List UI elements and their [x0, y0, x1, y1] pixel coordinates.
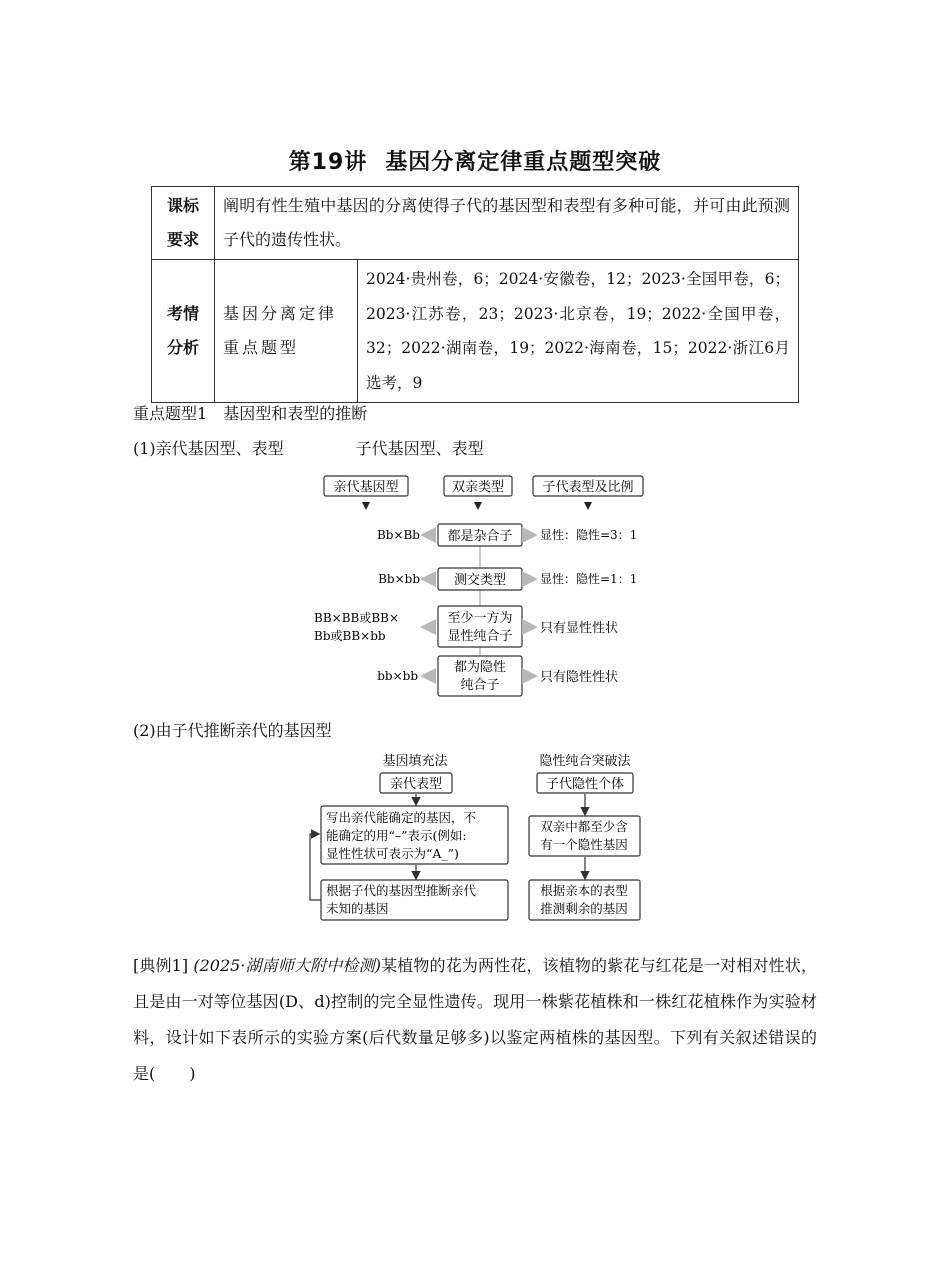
exam-list: 2024·贵州卷，6；2024·安徽卷，12；2023·全国甲卷，6；2023·江苏卷，23；2023·北京卷，19；2022·全国甲卷，32；2022·湖南卷，19；2022·海南卷，15；2022·浙江6月选考，9 — [358, 260, 799, 403]
parent-genotype: BB×BB或BB× — [314, 611, 400, 625]
step-text: 能确定的用“–”表示(例如: — [326, 828, 467, 843]
type-dominant-homo: 显性纯合子 — [447, 629, 513, 644]
subheading-2: (2)由子代推断亲代的基因型 — [133, 721, 332, 740]
parent-genotype: Bb或BB×bb — [314, 629, 386, 643]
step-text: 显性性状可表示为“A_”) — [326, 846, 459, 861]
type-recessive-homo: 都为隐性 — [453, 660, 507, 675]
parent-genotype: bb×bb — [377, 669, 418, 683]
right-header: 子代隐性个体 — [545, 777, 625, 792]
type-testcross: 测交类型 — [453, 573, 507, 588]
down-arrow-icon — [362, 502, 370, 510]
example-label: [典例1] — [133, 956, 189, 975]
example-text: 某植物的花为两性花，该植物的紫花与红花是一对相对性状，且是由一对等位基因(D、d)控制的完全显性遗传。现用一株紫花植株和一株红花植株作为实验材料，设计如下表所示的实验方案(后代数量足够多)以鉴定两植株的基因型。下列有关叙述错误的是( — [133, 956, 817, 1083]
parent-genotype: Bb×Bb — [376, 528, 420, 542]
subheading-1: (1)亲代基因型、表型 子代基因型、表型 — [133, 439, 484, 458]
header-offspring: 子代表型及比例 — [542, 480, 634, 495]
step-text: 写出亲代能确定的基因，不 — [326, 810, 477, 825]
lecture-topic: 基因分离定律重点题型突破 — [385, 150, 662, 175]
offspring-ratio: 显性：隐性=3：1 — [540, 528, 638, 542]
offspring-phenotype: 只有隐性性状 — [540, 670, 619, 685]
parent-genotype: Bb×bb — [378, 572, 420, 586]
down-arrow-icon — [584, 502, 592, 510]
method-title-recessive: 隐性纯合突破法 — [539, 754, 631, 769]
offspring-phenotype: 只有显性性状 — [540, 621, 619, 636]
step-text: 未知的基因 — [326, 901, 389, 916]
step-text: 有一个隐性基因 — [540, 837, 628, 852]
section-heading: 重点题型1 基因型和表型的推断 — [133, 404, 368, 423]
type-dominant-homo: 至少一方为 — [447, 611, 513, 626]
type-recessive-homo: 纯合子 — [460, 678, 500, 693]
header-parent-genotype: 亲代基因型 — [333, 480, 399, 495]
offspring-ratio: 显性：隐性=1：1 — [540, 572, 638, 586]
example-question: [典例1] (2025·湖南师大附中检测)某植物的花为两性花，该植物的紫花与红花是一对相对性状，且是由一对等位基因(D、d)控制的完全显性遗传。现用一株紫花植株和一株红花植株作为实验材料，设计如下表所示的实验方案(后代数量足够多)以鉴定两植株的基因型。下列有关叙述错误的是( ) — [133, 956, 817, 1083]
header-parent-type: 双亲类型 — [451, 480, 505, 495]
step-text: 根据亲本的表型 — [540, 883, 628, 898]
method-title-gene-fill: 基因填充法 — [382, 754, 448, 769]
step-text: 根据子代的基因型推断亲代 — [326, 883, 477, 898]
lecture-number: 第19讲 — [288, 150, 368, 175]
step-text: 推测剩余的基因 — [540, 901, 628, 916]
analysis-topic: 基因分离定律重点题型 — [215, 260, 358, 403]
step-text: 双亲中都至少含 — [540, 819, 628, 834]
type-heterozygous: 都是杂合子 — [447, 529, 513, 544]
label-standards: 课标 要求 — [152, 187, 215, 260]
left-header: 亲代表型 — [389, 777, 443, 792]
down-arrow-icon — [474, 502, 482, 510]
example-source: (2025·湖南师大附中检测) — [193, 956, 381, 975]
standards-content: 阐明有性生殖中基因的分离使得子代的基因型和表型有多种可能，并可由此预测子代的遗传性状。 — [215, 187, 799, 260]
label-analysis: 考情 分析 — [152, 260, 215, 403]
